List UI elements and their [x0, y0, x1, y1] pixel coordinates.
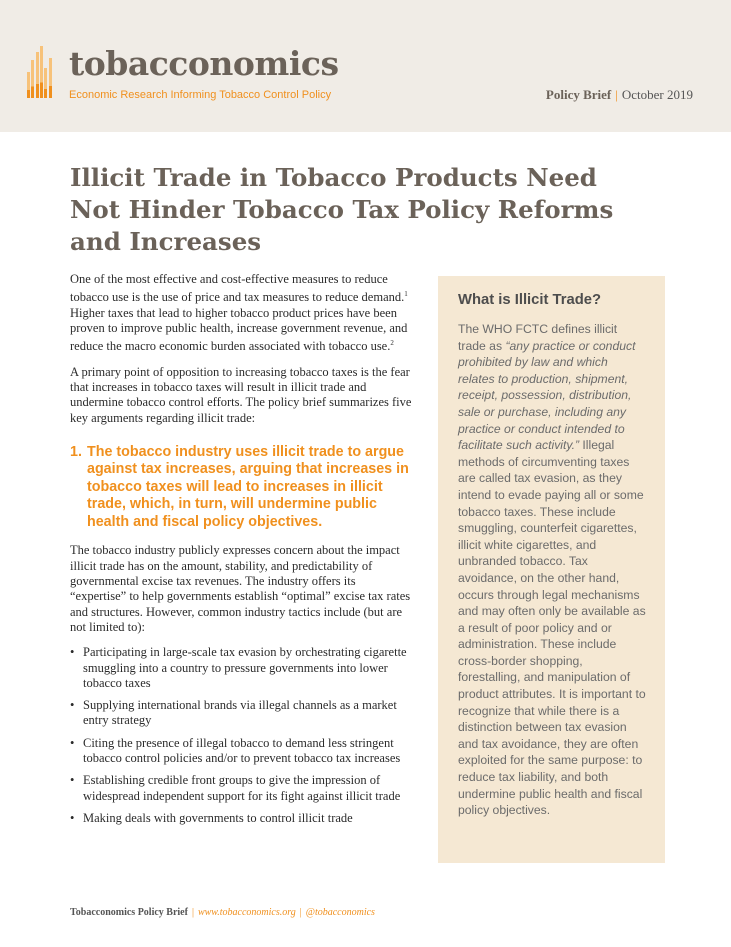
tactic-list-item — [70, 645, 413, 691]
logo-bar — [40, 46, 43, 98]
sidebar-rest: Illegal methods of circumventing taxes are called tax evasion, as they intend to evade paying all or some tobacco taxes. These include smuggling, counterfeit cigarettes, illicit white cigarettes, and unbranded tobacco. Tax avoidance, on the other hand, occurs through legal mechanisms and may often only be available as a result of poor policy and or administration. These include cross-border shopping, forestalling, and manipulation of product attributes. It is important to recognize that while there is a distinction between tax evasion and tax avoidance, they are often exploited for the same purpose: to reduce tax liability, and both undermine public health and fiscal policy objectives. — [458, 438, 646, 818]
logo-name[interactable]: tobacconomics — [69, 44, 339, 83]
tactic-list-item — [70, 773, 413, 804]
intro-p1-text-a: One of the most effective and cost-effective measures to reduce tobacco use is the use of price and tax measures to reduce demand. — [70, 272, 405, 305]
logo-tagline: Economic Research Informing Tobacco Control Policy — [69, 89, 332, 101]
sidebar-body — [458, 321, 647, 819]
tactic-list-item — [70, 811, 413, 826]
tactic-text: Participating in large-scale tax evasion by orchestrating cigarette smuggling into a country to pressure governments into lower tobacco taxes — [83, 645, 407, 690]
meta-separator: | — [615, 87, 618, 102]
tactic-list-item — [70, 736, 413, 767]
footer-separator-2: | — [299, 907, 302, 918]
footer — [70, 907, 375, 918]
bullet-icon: • — [70, 698, 75, 713]
sidebar-heading: What is Illicit Trade? — [458, 292, 602, 308]
main-column — [70, 272, 413, 833]
bullet-icon: • — [70, 645, 75, 660]
intro-paragraph-2: A primary point of opposition to increasing tobacco taxes is the fear that increases in tobacco taxes will result in illicit trade and undermine tobacco control efforts. The policy brief summarizes five key arguments regarding illicit trade: — [70, 364, 412, 425]
page-title: Illicit Trade in Tobacco Products Need Not Hinder Tobacco Tax Policy Reforms and Increases — [70, 163, 614, 256]
sidebar-quote: “any practice or conduct prohibited by law and which relates to production, shipment, receipt, possession, distribution, sale or purchase, including any practice or conduct intended to facilitate such activity.” — [458, 338, 636, 453]
footer-website-link[interactable]: www.tobacconomics.org — [197, 907, 296, 918]
logo-bar — [36, 52, 39, 98]
brief-label: Policy Brief — [545, 87, 612, 102]
intro-paragraph-1 — [70, 272, 413, 355]
tactics-list — [70, 645, 413, 826]
tactic-text: Establishing credible front groups to give the impression of widespread independent support for its fight against illicit trade — [83, 773, 401, 803]
footnote-ref-2[interactable]: 2 — [390, 339, 394, 348]
bullet-icon: • — [70, 773, 75, 788]
logo-bar — [27, 72, 30, 98]
bullet-icon: • — [70, 735, 75, 750]
key-point-1 — [70, 444, 413, 532]
logo-bar — [31, 60, 34, 98]
tactic-text: Supplying international brands via illegal channels as a market entry strategy — [83, 698, 397, 728]
brief-date: October 2019 — [621, 87, 693, 102]
tactic-text: Making deals with governments to control illicit trade — [83, 810, 353, 825]
logo-bar — [49, 58, 52, 98]
logo-bar — [44, 68, 47, 98]
sidebar-lead: The WHO FCTC defines illicit trade as — [458, 322, 618, 353]
illicit-trade-sidebar — [438, 276, 665, 863]
brief-meta — [546, 87, 693, 103]
footer-brand: Tobacconomics Policy Brief — [70, 907, 188, 918]
tactic-text: Citing the presence of illegal tobacco to demand less stringent tobacco control policies and/or to prevent tobacco tax increases — [83, 735, 401, 766]
key-point-number: 1. — [70, 443, 82, 460]
tactics-intro-paragraph: The tobacco industry publicly expresses concern about the impact illicit trade has on the amount, stability, and predictability of governmental excise tax revenues. The industry offers its “expertise” to help governments establish “optimal” excise tax rates and structures. However, common industry tactics include (but are not limited to): — [70, 543, 411, 634]
bullet-icon: • — [70, 810, 75, 825]
header — [0, 0, 731, 132]
intro-p1-text-b: Higher taxes that lead to higher tobacco product prices have been proven to improve public health, increase government revenue, and reduce the macro economic burden associated with tobacco use. — [70, 305, 408, 354]
key-point-text: The tobacco industry uses illicit trade to argue against tax increases, arguing that increases in tobacco taxes will lead to increases in illicit trade, which, in turn, will undermine public health and fiscal policy objectives. — [87, 443, 409, 530]
footer-separator-1: | — [191, 907, 194, 918]
footnote-ref-1[interactable]: 1 — [404, 290, 408, 299]
logo-bars-icon — [27, 46, 53, 98]
tactic-list-item — [70, 698, 413, 729]
footer-social-link[interactable]: @tobacconomics — [305, 907, 375, 918]
